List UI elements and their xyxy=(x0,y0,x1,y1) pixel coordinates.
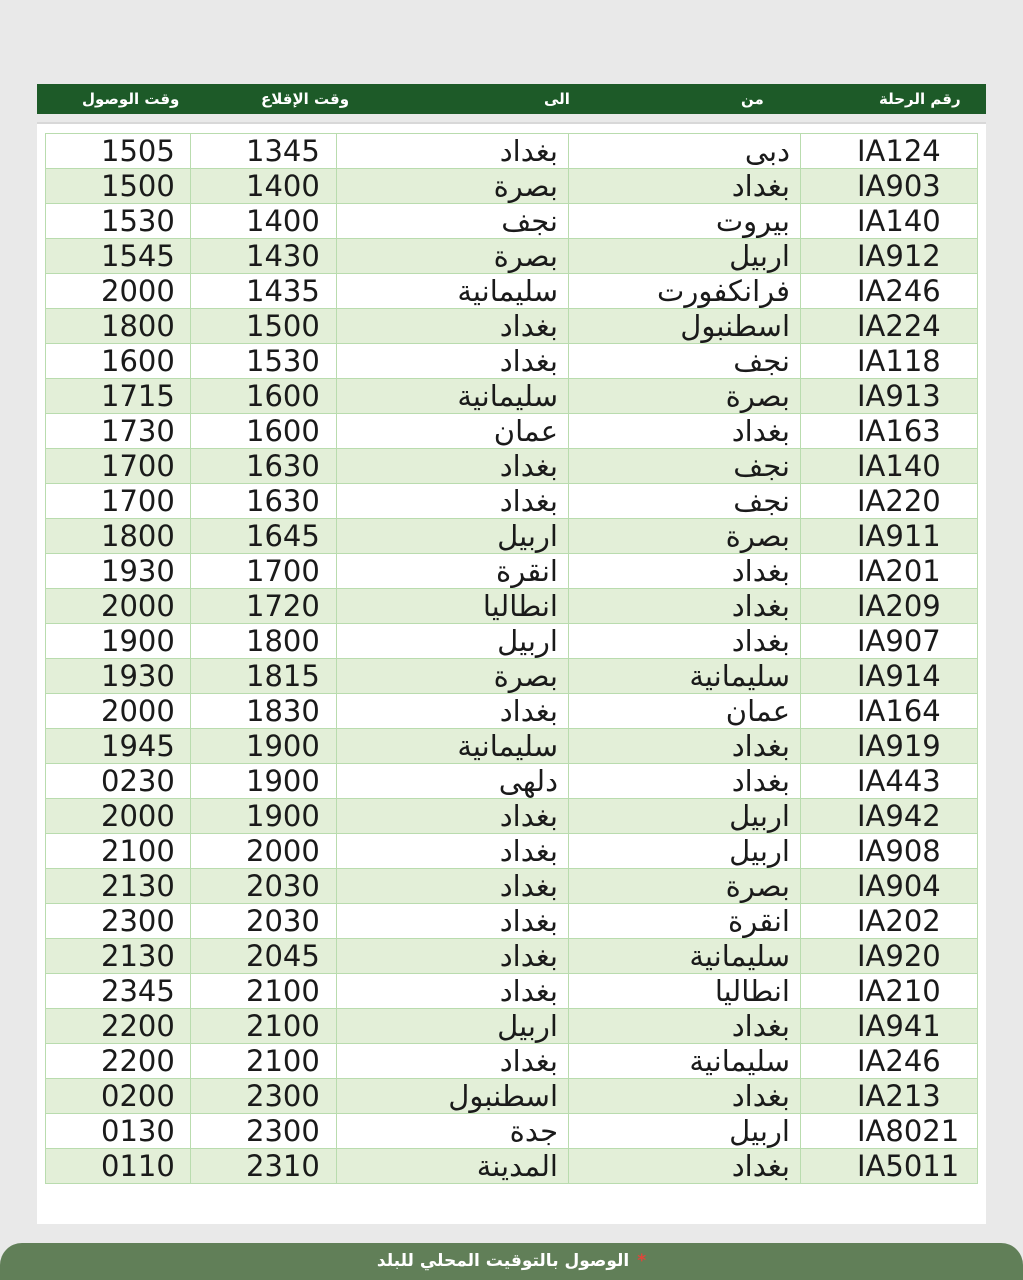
destination-cell: بغداد xyxy=(337,799,569,834)
arrival-time-cell: 1900 xyxy=(46,624,191,659)
origin-cell: نجف xyxy=(569,344,801,379)
departure-time-cell: 2045 xyxy=(191,939,337,974)
panel-divider-line xyxy=(37,122,986,124)
flight-number-cell: IA919 xyxy=(801,729,978,764)
origin-cell: انطاليا xyxy=(569,974,801,1009)
arrival-time-cell: 1715 xyxy=(46,379,191,414)
departure-time-cell: 1815 xyxy=(191,659,337,694)
departure-time-cell: 1345 xyxy=(191,134,337,169)
flight-number-cell: IA911 xyxy=(801,519,978,554)
arrival-time-cell: 2000 xyxy=(46,694,191,729)
flight-number-cell: IA907 xyxy=(801,624,978,659)
table-row xyxy=(46,939,978,974)
departure-time-cell: 1900 xyxy=(191,729,337,764)
destination-cell: عمان xyxy=(337,414,569,449)
table-row xyxy=(46,694,978,729)
departure-time-cell: 1630 xyxy=(191,484,337,519)
flight-number-cell: IA213 xyxy=(801,1079,978,1114)
footer-note-text: الوصول بالتوقيت المحلي للبلد xyxy=(376,1251,630,1271)
arrival-time-cell: 1530 xyxy=(46,204,191,239)
flight-number-cell: IA201 xyxy=(801,554,978,589)
departure-time-cell: 1430 xyxy=(191,239,337,274)
destination-cell: اربيل xyxy=(337,519,569,554)
flight-number-cell: IA904 xyxy=(801,869,978,904)
origin-cell: بغداد xyxy=(569,729,801,764)
table-row xyxy=(46,484,978,519)
table-row xyxy=(46,799,978,834)
table-row xyxy=(46,169,978,204)
origin-cell: سليمانية xyxy=(569,1044,801,1079)
origin-cell: اربيل xyxy=(569,1114,801,1149)
arrival-time-cell: 2130 xyxy=(46,939,191,974)
destination-cell: بغداد xyxy=(337,484,569,519)
flight-number-cell: IA163 xyxy=(801,414,978,449)
destination-cell: سليمانية xyxy=(337,729,569,764)
table-header-bar xyxy=(37,84,986,114)
origin-cell: بيروت xyxy=(569,204,801,239)
destination-cell: دلهى xyxy=(337,764,569,799)
arrival-time-cell: 1945 xyxy=(46,729,191,764)
destination-cell: بغداد xyxy=(337,904,569,939)
table-row xyxy=(46,134,978,169)
departure-time-cell: 1600 xyxy=(191,379,337,414)
origin-cell: بغداد xyxy=(569,554,801,589)
header-to: الى xyxy=(544,90,570,108)
origin-cell: بغداد xyxy=(569,1079,801,1114)
departure-time-cell: 2310 xyxy=(191,1149,337,1184)
arrival-time-cell: 1930 xyxy=(46,554,191,589)
arrival-time-cell: 1505 xyxy=(46,134,191,169)
flight-number-cell: IA8021 xyxy=(801,1114,978,1149)
origin-cell: بغداد xyxy=(569,1009,801,1044)
destination-cell: اسطنبول xyxy=(337,1079,569,1114)
departure-time-cell: 1645 xyxy=(191,519,337,554)
flight-number-cell: IA220 xyxy=(801,484,978,519)
table-row xyxy=(46,1114,978,1149)
table-row xyxy=(46,379,978,414)
arrival-time-cell: 2345 xyxy=(46,974,191,1009)
destination-cell: سليمانية xyxy=(337,274,569,309)
departure-time-cell: 1900 xyxy=(191,764,337,799)
arrival-time-cell: 2000 xyxy=(46,274,191,309)
flight-number-cell: IA5011 xyxy=(801,1149,978,1184)
arrival-time-cell: 2130 xyxy=(46,869,191,904)
destination-cell: بصرة xyxy=(337,239,569,274)
arrival-time-cell: 1700 xyxy=(46,449,191,484)
origin-cell: بغداد xyxy=(569,624,801,659)
destination-cell: بغداد xyxy=(337,134,569,169)
destination-cell: نجف xyxy=(337,204,569,239)
table-row xyxy=(46,764,978,799)
header-from: من xyxy=(741,90,764,108)
origin-cell: سليمانية xyxy=(569,659,801,694)
flight-number-cell: IA124 xyxy=(801,134,978,169)
origin-cell: دبى xyxy=(569,134,801,169)
table-row xyxy=(46,834,978,869)
origin-cell: بصرة xyxy=(569,869,801,904)
flight-number-cell: IA164 xyxy=(801,694,978,729)
destination-cell: سليمانية xyxy=(337,379,569,414)
departure-time-cell: 2030 xyxy=(191,904,337,939)
flight-rows xyxy=(46,134,978,1184)
departure-time-cell: 2030 xyxy=(191,869,337,904)
arrival-time-cell: 0230 xyxy=(46,764,191,799)
destination-cell: اربيل xyxy=(337,1009,569,1044)
origin-cell: انقرة xyxy=(569,904,801,939)
origin-cell: فرانكفورت xyxy=(569,274,801,309)
arrival-time-cell: 2300 xyxy=(46,904,191,939)
flight-number-cell: IA914 xyxy=(801,659,978,694)
arrival-time-cell: 1730 xyxy=(46,414,191,449)
destination-cell: بغداد xyxy=(337,309,569,344)
departure-time-cell: 2000 xyxy=(191,834,337,869)
flight-number-cell: IA903 xyxy=(801,169,978,204)
origin-cell: بغداد xyxy=(569,1149,801,1184)
origin-cell: اربيل xyxy=(569,239,801,274)
destination-cell: بغداد xyxy=(337,449,569,484)
departure-time-cell: 2100 xyxy=(191,1009,337,1044)
arrival-time-cell: 1800 xyxy=(46,309,191,344)
destination-cell: بغداد xyxy=(337,939,569,974)
header-arrival-time: وقت الوصول xyxy=(82,90,180,108)
table-row xyxy=(46,869,978,904)
flight-number-cell: IA210 xyxy=(801,974,978,1009)
flight-number-cell: IA246 xyxy=(801,1044,978,1079)
origin-cell: بغداد xyxy=(569,589,801,624)
destination-cell: انطاليا xyxy=(337,589,569,624)
origin-cell: نجف xyxy=(569,449,801,484)
table-row xyxy=(46,1149,978,1184)
table-row xyxy=(46,729,978,764)
arrival-time-cell: 0130 xyxy=(46,1114,191,1149)
panel-divider xyxy=(37,114,986,122)
arrival-time-cell: 1800 xyxy=(46,519,191,554)
flight-number-cell: IA140 xyxy=(801,449,978,484)
footer-bar xyxy=(0,1243,1023,1280)
table-row xyxy=(46,659,978,694)
table-row xyxy=(46,974,978,1009)
table-row xyxy=(46,344,978,379)
table-row xyxy=(46,904,978,939)
table-row xyxy=(46,1009,978,1044)
flight-number-cell: IA912 xyxy=(801,239,978,274)
departure-time-cell: 1600 xyxy=(191,414,337,449)
origin-cell: سليمانية xyxy=(569,939,801,974)
destination-cell: بصرة xyxy=(337,169,569,204)
table-row xyxy=(46,554,978,589)
table-row xyxy=(46,519,978,554)
arrival-time-cell: 1930 xyxy=(46,659,191,694)
destination-cell: بغداد xyxy=(337,1044,569,1079)
arrival-time-cell: 2200 xyxy=(46,1044,191,1079)
arrival-time-cell: 2000 xyxy=(46,589,191,624)
origin-cell: بغداد xyxy=(569,169,801,204)
departure-time-cell: 1630 xyxy=(191,449,337,484)
flight-number-cell: IA941 xyxy=(801,1009,978,1044)
arrival-time-cell: 2000 xyxy=(46,799,191,834)
destination-cell: بصرة xyxy=(337,659,569,694)
destination-cell: اربيل xyxy=(337,624,569,659)
table-row xyxy=(46,589,978,624)
departure-time-cell: 2100 xyxy=(191,974,337,1009)
flight-number-cell: IA202 xyxy=(801,904,978,939)
departure-time-cell: 1435 xyxy=(191,274,337,309)
departure-time-cell: 1800 xyxy=(191,624,337,659)
origin-cell: نجف xyxy=(569,484,801,519)
destination-cell: بغداد xyxy=(337,869,569,904)
destination-cell: بغداد xyxy=(337,974,569,1009)
arrival-time-cell: 1700 xyxy=(46,484,191,519)
flight-number-cell: IA443 xyxy=(801,764,978,799)
flight-number-cell: IA118 xyxy=(801,344,978,379)
departure-time-cell: 1830 xyxy=(191,694,337,729)
origin-cell: اسطنبول xyxy=(569,309,801,344)
table-row xyxy=(46,309,978,344)
origin-cell: بصرة xyxy=(569,519,801,554)
arrival-time-cell: 2200 xyxy=(46,1009,191,1044)
origin-cell: بصرة xyxy=(569,379,801,414)
arrival-time-cell: 2100 xyxy=(46,834,191,869)
flight-number-cell: IA209 xyxy=(801,589,978,624)
destination-cell: بغداد xyxy=(337,344,569,379)
departure-time-cell: 1500 xyxy=(191,309,337,344)
origin-cell: بغداد xyxy=(569,764,801,799)
flight-number-cell: IA224 xyxy=(801,309,978,344)
footer-note xyxy=(0,1243,1023,1280)
arrival-time-cell: 1500 xyxy=(46,169,191,204)
destination-cell: جدة xyxy=(337,1114,569,1149)
departure-time-cell: 2300 xyxy=(191,1079,337,1114)
header-flight-number: رقم الرحلة xyxy=(879,90,961,108)
departure-time-cell: 1530 xyxy=(191,344,337,379)
origin-cell: اربيل xyxy=(569,799,801,834)
destination-cell: انقرة xyxy=(337,554,569,589)
table-row xyxy=(46,449,978,484)
arrival-time-cell: 1600 xyxy=(46,344,191,379)
departure-time-cell: 2100 xyxy=(191,1044,337,1079)
table-row xyxy=(46,204,978,239)
footer-star: * xyxy=(637,1251,647,1271)
header-departure-time: وقت الإقلاع xyxy=(261,90,350,108)
arrival-time-cell: 0110 xyxy=(46,1149,191,1184)
destination-cell: المدينة xyxy=(337,1149,569,1184)
arrival-time-cell: 0200 xyxy=(46,1079,191,1114)
origin-cell: بغداد xyxy=(569,414,801,449)
arrival-time-cell: 1545 xyxy=(46,239,191,274)
departure-time-cell: 1720 xyxy=(191,589,337,624)
flight-schedule-table xyxy=(45,133,978,1184)
table-row xyxy=(46,1079,978,1114)
origin-cell: عمان xyxy=(569,694,801,729)
flight-number-cell: IA246 xyxy=(801,274,978,309)
table-row xyxy=(46,239,978,274)
departure-time-cell: 1700 xyxy=(191,554,337,589)
flight-number-cell: IA920 xyxy=(801,939,978,974)
table-row xyxy=(46,1044,978,1079)
destination-cell: بغداد xyxy=(337,834,569,869)
flight-number-cell: IA913 xyxy=(801,379,978,414)
departure-time-cell: 2300 xyxy=(191,1114,337,1149)
departure-time-cell: 1900 xyxy=(191,799,337,834)
table-row xyxy=(46,414,978,449)
flight-number-cell: IA140 xyxy=(801,204,978,239)
departure-time-cell: 1400 xyxy=(191,169,337,204)
flight-number-cell: IA942 xyxy=(801,799,978,834)
table-row xyxy=(46,274,978,309)
departure-time-cell: 1400 xyxy=(191,204,337,239)
origin-cell: اربيل xyxy=(569,834,801,869)
destination-cell: بغداد xyxy=(337,694,569,729)
flight-number-cell: IA908 xyxy=(801,834,978,869)
table-row xyxy=(46,624,978,659)
